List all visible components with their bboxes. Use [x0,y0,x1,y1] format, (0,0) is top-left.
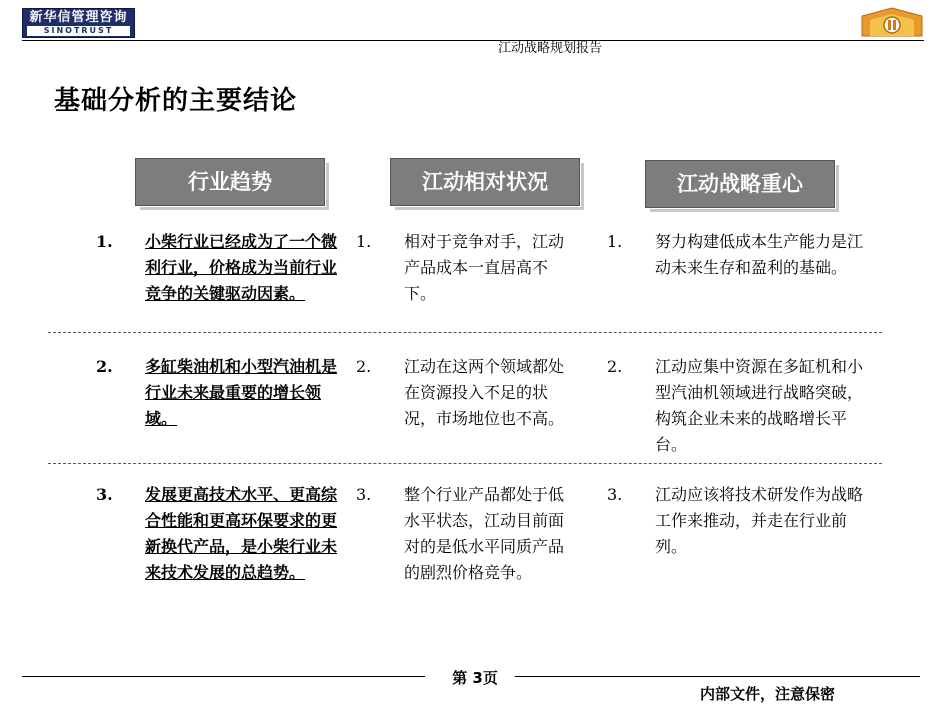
column-header-strategic-focus: 江动战略重心 [645,160,835,208]
focus-text-2: 江动应集中资源在多缸机和小型汽油机领域进行战略突破，构筑企业未来的战略增长平台。 [655,357,864,454]
trend-number-1: 1. [96,232,113,251]
page-title: 基础分析的主要结论 [54,86,298,116]
column-header-industry-trend: 行业趋势 [135,158,325,206]
footer-rule-right [515,676,920,677]
footer-rule-left [22,676,425,677]
company-logo [22,8,135,38]
corner-logo-icon [860,6,924,38]
row-divider-2 [48,463,882,464]
trend-number-3: 3. [96,485,113,504]
focus-number-1: 1. [607,232,623,251]
logo-chinese-text: 新华信管理咨询 [29,10,128,25]
status-text-2: 江动在这两个领域都处在资源投入不足的状况，市场地位也不高。 [404,357,565,428]
status-text-3: 整个行业产品都处于低水平状态，江动目前面对的是低水平同质产品的剧烈价格竞争。 [404,485,565,582]
row-divider-1 [48,332,882,333]
header-divider [22,40,924,41]
logo-english-text: SINOTRUST [27,26,130,36]
trend-text-1: 小柴行业已经成为了一个微利行业，价格成为当前行业竞争的关键驱动因素。 [145,232,338,303]
status-number-3: 3. [356,485,372,504]
status-number-1: 1. [356,232,372,251]
focus-number-2: 2. [607,357,623,376]
trend-text-3: 发展更高技术水平、更高综合性能和更高环保要求的更新换代产品，是小柴行业未来技术发展的总趋势。 [145,485,338,582]
focus-number-3: 3. [607,485,623,504]
status-text-1: 相对于竞争对手，江动产品成本一直居高不下。 [404,232,565,303]
focus-text-3: 江动应该将技术研发作为战略工作来推动，并走在行业前列。 [655,485,864,556]
focus-text-1: 努力构建低成本生产能力是江动未来生存和盈利的基础。 [655,232,864,277]
column-header-jiangdong-status: 江动相对状况 [390,158,580,206]
status-number-2: 2. [356,357,372,376]
trend-text-2: 多缸柴油机和小型汽油机是行业未来最重要的增长领域。 [145,357,338,428]
confidential-notice: 内部文件，注意保密 [700,685,836,703]
trend-number-2: 2. [96,357,113,376]
page-number: 第 3页 [452,669,498,687]
report-title: 江动战略规划报告 [497,41,602,56]
